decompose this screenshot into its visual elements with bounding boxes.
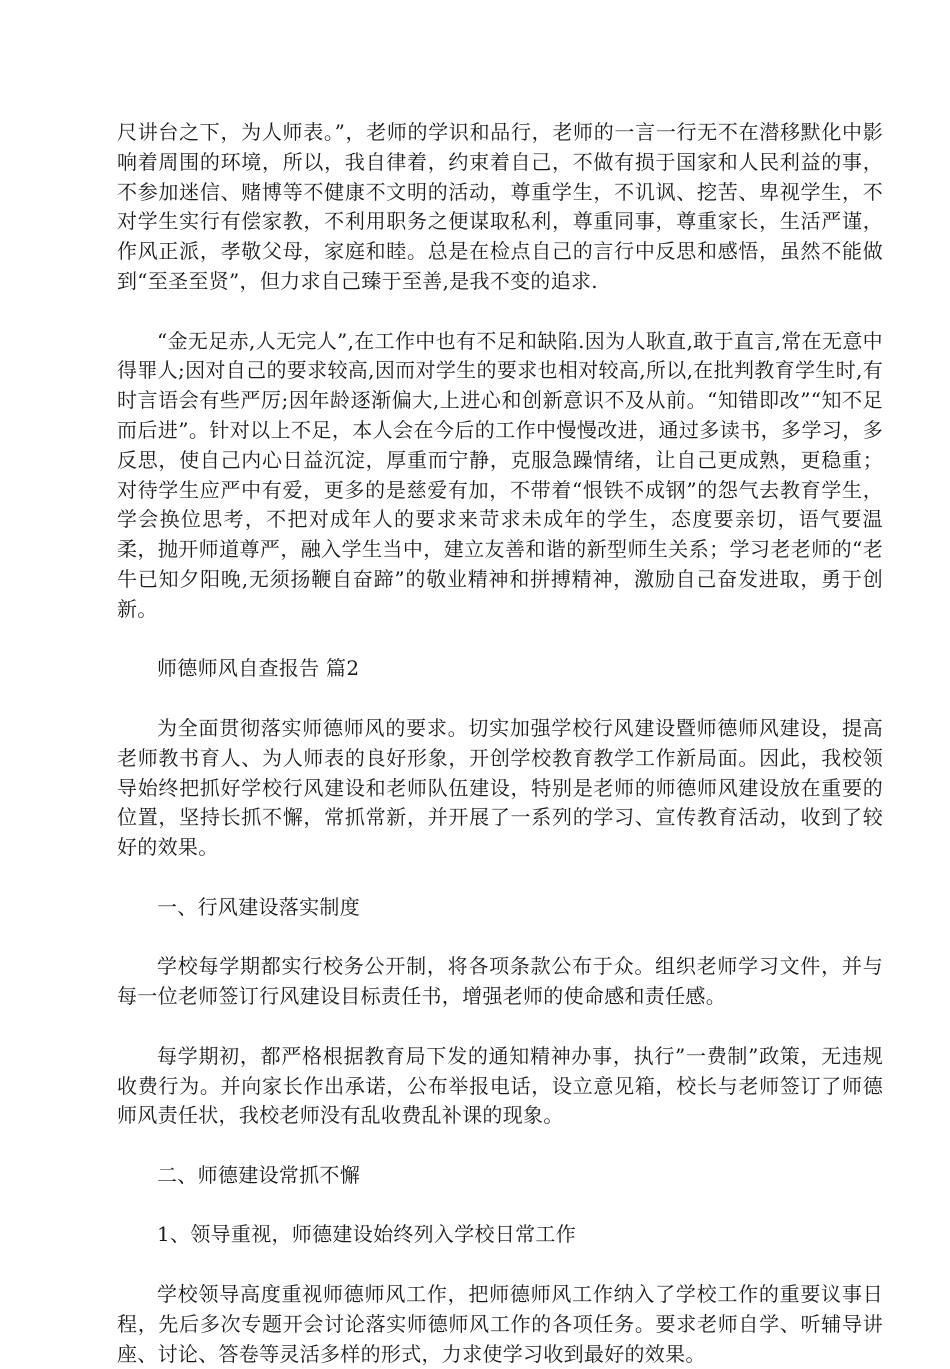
paragraph-gap [117,923,883,953]
heading-two: 二、师德建设常抓不懈 [157,1162,360,1187]
document-page [117,118,883,1369]
paragraph-gap [117,625,883,655]
paragraph-leadership: 学校领导高度重视师德师风工作，把师德师风工作纳入了学校工作的重要议事日程，先后多次专题开会讨论落实师德师风工作的各项任务。要求老师自学、听辅导讲座、讨论、答卷等灵活多样的形式，力求使学习收到最好的效果。 [117,1282,883,1366]
paragraph-gap [117,1191,883,1221]
paragraph-shortcomings: “金无足赤,人无完人”,在工作中也有不足和缺陷.因为人耿直,敢于直言,常在无意中得罪人;因对自己的要求较高,因而对学生的要求也相对较高,所以,在批判教育学生时,有时言语会有些严厉;因年龄逐渐偏大,上进心和创新意识不及从前。“知错即改”“知不足而后进”。针对以上不足，本人会在今后的工作中慢慢改进，通过多读书，多学习，多反思，使自己内心日益沉淀，厚重而宁静，克服急躁情绪，让自己更成熟，更稳重；对待学生应严中有爱，更多的是慈爱有加，不带着“恨铁不成钢”的怨气去教育学生，学会换位思考，不把对成年人的要求来苛求未成年的学生，态度要亲切，语气要温柔，抛开师道尊严，融入学生当中，建立友善和谐的新型师生关系；学习老老师的“老牛已知夕阳晚,无须扬鞭自奋蹄”的敬业精神和拼搏精神，激励自己奋发进取，勇于创新。 [117,328,883,621]
paragraph-continued: 尺讲台之下，为人师表。”，老师的学识和品行，老师的一言一行无不在潜移默化中影响着周围的环境，所以，我自律着，约束着自己，不做有损于国家和人民利益的事，不参加迷信、赌博等不健康不文明的活动，尊重学生，不讥讽、挖苦、卑视学生，不对学生实行有偿家教，不利用职务之便谋取私利，尊重同事，尊重家长，生活严谨，作风正派，孝敬父母，家庭和睦。总是在检点自己的言行中反思和感悟，虽然不能做到“至圣至贤”，但力求自己臻于至善,是我不变的追求. [117,120,883,293]
heading-one: 一、行风建设落实制度 [157,894,360,919]
paragraph-school-affairs: 学校每学期都实行校务公开制，将各项条款公布于众。组织老师学习文件，并与每一位老师签订行风建设目标责任书，增强老师的使命感和责任感。 [117,954,883,1009]
paragraph-gap [117,1012,883,1042]
paragraph-fees: 每学期初，都严格根据教育局下发的通知精神办事，执行”一费制”政策，无违规收费行为。并向家长作出承诺，公布举报电话，设立意见箱，校长与老师签订了师德师风责任状，我校老师没有乱收费乱补课的现象。 [117,1043,883,1128]
paragraph-intro: 为全面贯彻落实师德师风的要求。切实加强学校行风建设暨师德师风建设，提高老师教书育人、为人师表的良好形象，开创学校教育教学工作新局面。因此，我校领导始终把抓好学校行风建设和老师队伍建设，特别是老师的师德师风建设放在重要的位置，坚持长抓不懈，常抓常新，并开展了一系列的学习、宣传教育活动，收到了较好的效果。 [117,715,883,860]
paragraph-gap [117,1131,883,1161]
paragraph-gap [117,297,883,327]
section-title: 师德师风自查报告 篇2 [157,656,360,681]
subheading-one: 1、领导重视，师德建设始终列入学校日常工作 [157,1222,577,1247]
paragraph-gap [117,863,883,893]
paragraph-gap [117,1250,883,1280]
paragraph-gap [117,684,883,714]
